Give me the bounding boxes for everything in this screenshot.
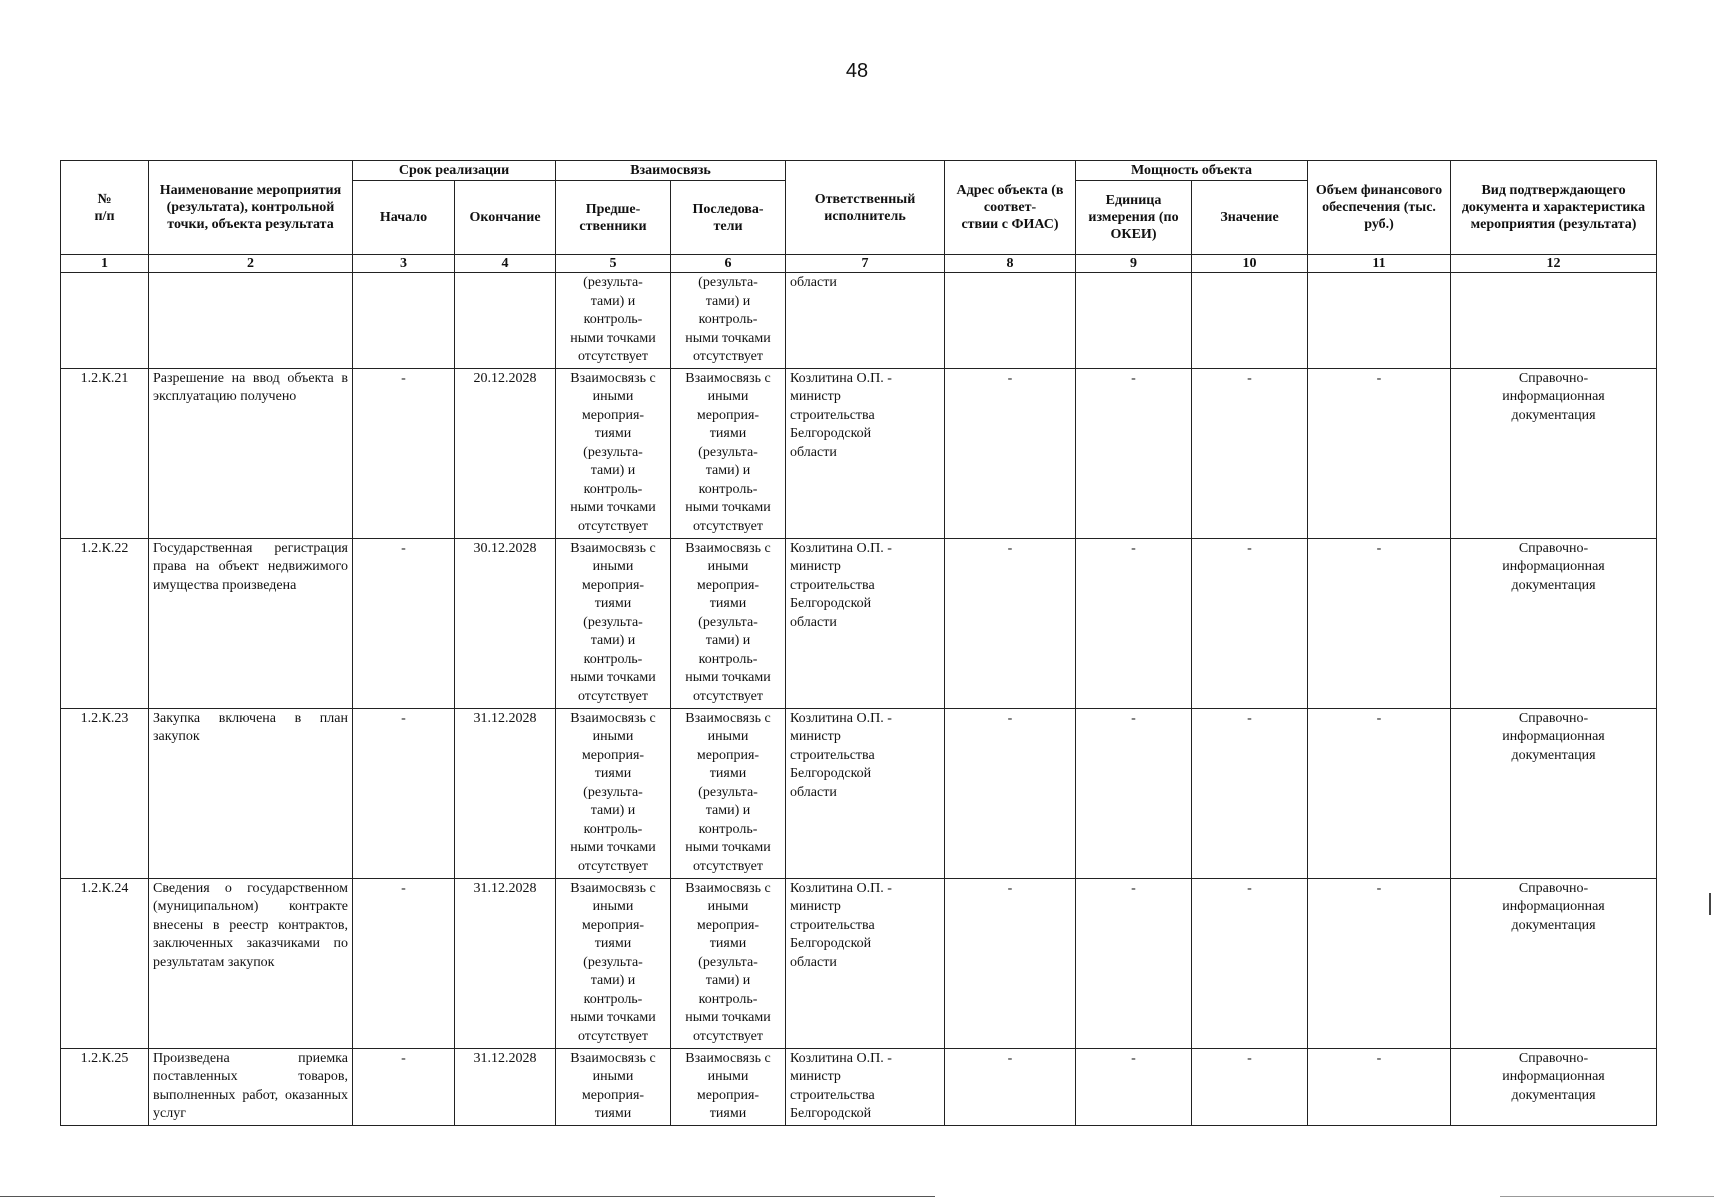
- header-end: Окончание: [455, 181, 556, 255]
- header-responsible: Ответственный исполнитель: [786, 161, 945, 255]
- cell-succ: Взаимосвязь с иными мероприя- тиями (результа- тами) и контроль- ными точками отсутствует: [671, 878, 786, 1048]
- cell-doc: Справочно- информационная документация: [1451, 538, 1657, 708]
- col-number: 8: [945, 255, 1076, 273]
- col-number: 2: [149, 255, 353, 273]
- cell-finance: -: [1308, 708, 1451, 878]
- header-finance: Объем финансового обеспечения (тыс. руб.): [1308, 161, 1451, 255]
- cell-value: -: [1192, 538, 1308, 708]
- header-doc: Вид подтверждающего документа и характеристика мероприятия (результата): [1451, 161, 1657, 255]
- cell-end: 31.12.2028: [455, 1048, 556, 1125]
- col-number: 9: [1076, 255, 1192, 273]
- page-number: 48: [845, 60, 869, 82]
- cell-end: 20.12.2028: [455, 368, 556, 538]
- header-succ: Последова- тели: [671, 181, 786, 255]
- cell-unit: -: [1076, 878, 1192, 1048]
- cell-start: -: [353, 878, 455, 1048]
- cell-value: -: [1192, 368, 1308, 538]
- header-period: Срок реализации: [353, 161, 556, 181]
- col-number: 7: [786, 255, 945, 273]
- cell-value: -: [1192, 1048, 1308, 1125]
- cell-unit: -: [1076, 1048, 1192, 1125]
- cell-start: -: [353, 1048, 455, 1125]
- cell-unit: -: [1076, 538, 1192, 708]
- col-number: 5: [556, 255, 671, 273]
- header-unit: Единица измерения (по ОКЕИ): [1076, 181, 1192, 255]
- cell-doc: Справочно- информационная документация: [1451, 368, 1657, 538]
- cell-num: 1.2.К.21: [61, 368, 149, 538]
- cell-value: -: [1192, 878, 1308, 1048]
- cell-succ: Взаимосвязь с иными мероприя- тиями (результа- тами) и контроль- ными точками отсутствует: [671, 368, 786, 538]
- table-row: [61, 1048, 1657, 1125]
- cell-address: -: [945, 538, 1076, 708]
- col-number: 3: [353, 255, 455, 273]
- activities-table: [60, 160, 1657, 1126]
- bottom-rule: [0, 1196, 935, 1197]
- cell-name: Закупка включена в план закупок: [149, 708, 353, 878]
- col-number: 12: [1451, 255, 1657, 273]
- table-row: [61, 708, 1657, 878]
- cell-responsible: Козлитина О.П. - министр строительства Белгородской области: [786, 708, 945, 878]
- cell-responsible: Козлитина О.П. - министр строительства Белгородской: [786, 1048, 945, 1125]
- cell-pred: (результа- тами) и контроль- ными точками отсутствует: [556, 273, 671, 369]
- cell-name: Произведена приемка поставленных товаров, выполненных работ, оказанных услуг: [149, 1048, 353, 1125]
- cell-succ: (результа- тами) и контроль- ными точками отсутствует: [671, 273, 786, 369]
- cell-unit: -: [1076, 368, 1192, 538]
- col-number: 1: [61, 255, 149, 273]
- cell-start: -: [353, 708, 455, 878]
- cell-num: 1.2.К.25: [61, 1048, 149, 1125]
- cell-responsible: области: [786, 273, 945, 369]
- cell-num: 1.2.К.23: [61, 708, 149, 878]
- cell-finance: -: [1308, 1048, 1451, 1125]
- cell-doc: Справочно- информационная документация: [1451, 1048, 1657, 1125]
- col-number: 4: [455, 255, 556, 273]
- column-numbers-row: [61, 255, 1657, 273]
- cell-num: 1.2.К.22: [61, 538, 149, 708]
- table-header: [61, 161, 1657, 273]
- cell-finance: -: [1308, 538, 1451, 708]
- header-link: Взаимосвязь: [556, 161, 786, 181]
- table-row: [61, 368, 1657, 538]
- cell-succ: Взаимосвязь с иными мероприя- тиями (результа- тами) и контроль- ными точками отсутствует: [671, 708, 786, 878]
- cell-address: -: [945, 708, 1076, 878]
- cell-responsible: Козлитина О.П. - министр строительства Белгородской области: [786, 878, 945, 1048]
- cell-name: Сведения о государственном (муниципальном) контракте внесены в реестр контрактов, заключенных заказчиками по результатам закупок: [149, 878, 353, 1048]
- header-address: Адрес объекта (в соответ- ствии с ФИАС): [945, 161, 1076, 255]
- cell-finance: -: [1308, 878, 1451, 1048]
- header-capacity: Мощность объекта: [1076, 161, 1308, 181]
- cell-responsible: Козлитина О.П. - министр строительства Белгородской области: [786, 368, 945, 538]
- col-number: 6: [671, 255, 786, 273]
- col-number: 11: [1308, 255, 1451, 273]
- cell-name: Государственная регистрация права на объект недвижимого имущества произведена: [149, 538, 353, 708]
- cell-end: 31.12.2028: [455, 708, 556, 878]
- col-number: 10: [1192, 255, 1308, 273]
- cell-address: -: [945, 1048, 1076, 1125]
- table-row-continuation: [61, 273, 1657, 369]
- cell-pred: Взаимосвязь с иными мероприя- тиями: [556, 1048, 671, 1125]
- cell-finance: -: [1308, 368, 1451, 538]
- cell-name: Разрешение на ввод объекта в эксплуатацию получено: [149, 368, 353, 538]
- cell-responsible: Козлитина О.П. - министр строительства Белгородской области: [786, 538, 945, 708]
- cell-unit: -: [1076, 708, 1192, 878]
- header-pred: Предше- ственники: [556, 181, 671, 255]
- table-row: [61, 538, 1657, 708]
- cell-end: 30.12.2028: [455, 538, 556, 708]
- header-start: Начало: [353, 181, 455, 255]
- cell-succ: Взаимосвязь с иными мероприя- тиями: [671, 1048, 786, 1125]
- scan-edge-mark: [1709, 893, 1711, 915]
- table-row: [61, 878, 1657, 1048]
- cell-pred: Взаимосвязь с иными мероприя- тиями (результа- тами) и контроль- ными точками отсутствует: [556, 708, 671, 878]
- cell-value: -: [1192, 708, 1308, 878]
- cell-pred: Взаимосвязь с иными мероприя- тиями (результа- тами) и контроль- ными точками отсутствует: [556, 878, 671, 1048]
- cell-num: 1.2.К.24: [61, 878, 149, 1048]
- cell-start: -: [353, 538, 455, 708]
- header-name: Наименование мероприятия (результата), контрольной точки, объекта результата: [149, 161, 353, 255]
- cell-address: -: [945, 368, 1076, 538]
- cell-doc: Справочно- информационная документация: [1451, 878, 1657, 1048]
- header-num: № п/п: [61, 161, 149, 255]
- cell-succ: Взаимосвязь с иными мероприя- тиями (результа- тами) и контроль- ными точками отсутствует: [671, 538, 786, 708]
- cell-address: -: [945, 878, 1076, 1048]
- cell-start: -: [353, 368, 455, 538]
- cell-doc: Справочно- информационная документация: [1451, 708, 1657, 878]
- cell-pred: Взаимосвязь с иными мероприя- тиями (результа- тами) и контроль- ными точками отсутствует: [556, 538, 671, 708]
- cell-end: 31.12.2028: [455, 878, 556, 1048]
- bottom-rule: [1500, 1196, 1714, 1197]
- header-value: Значение: [1192, 181, 1308, 255]
- cell-pred: Взаимосвязь с иными мероприя- тиями (результа- тами) и контроль- ными точками отсутствует: [556, 368, 671, 538]
